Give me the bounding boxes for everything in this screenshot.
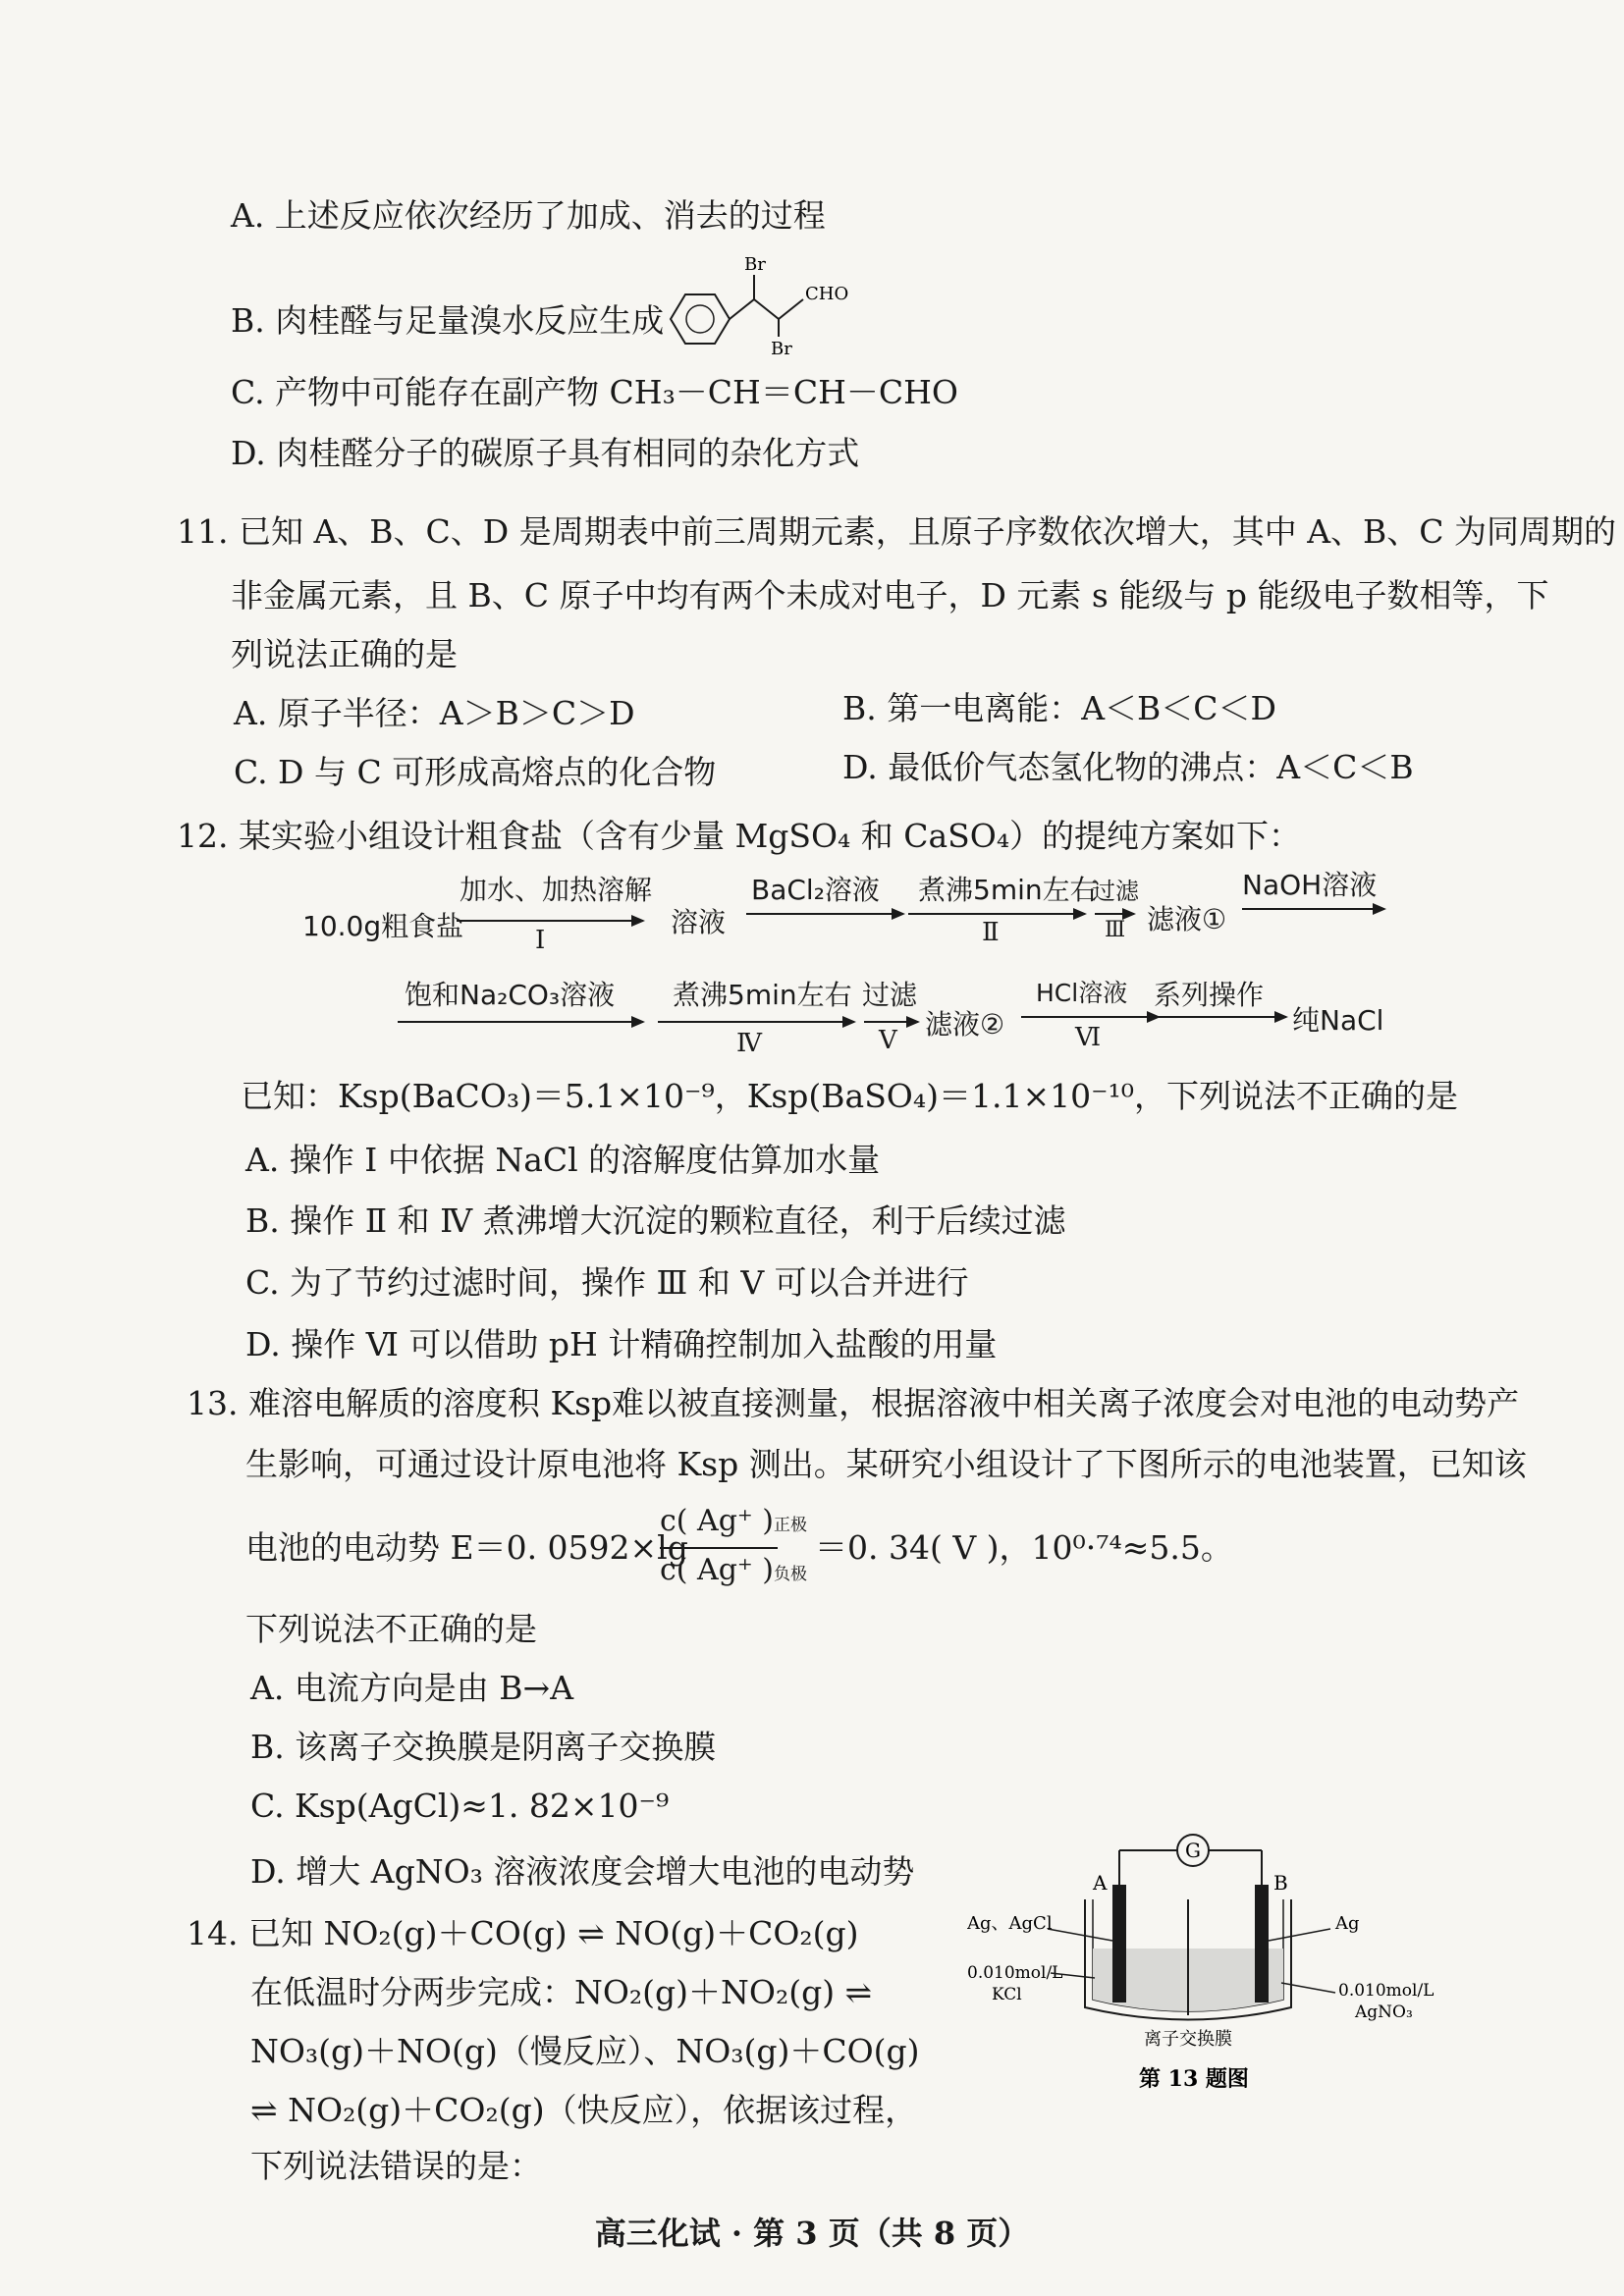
q14-line-1: 14. 已知 NO₂(g)＋CO(g) ⇌ NO(g)＋CO₂(g)	[187, 1914, 859, 1952]
q14-line-4: ⇌ NO₂(g)＋CO₂(g)（快反应），依据该过程，	[250, 2091, 918, 2129]
flow-r1: I	[535, 926, 546, 955]
q10-option-b: B. 肉桂醛与足量溴水反应生成	[231, 301, 665, 340]
q11-stem-3: 列说法正确的是	[231, 635, 458, 673]
flow-arrow-5	[1242, 908, 1384, 910]
flow-node-3: 滤液②	[925, 1008, 1005, 1041]
q14-line-3: NO₃(g)＋NO(g)（慢反应）、NO₃(g)＋CO(g)	[250, 2032, 920, 2070]
flow-r2: Ⅱ	[982, 918, 1000, 947]
q13-fraction	[660, 1502, 807, 1594]
left-solution-name: KCl	[992, 1985, 1022, 2004]
flow-r3: Ⅲ	[1105, 918, 1126, 942]
q13-option-b: B. 该离子交换膜是阴离子交换膜	[250, 1728, 717, 1766]
q13-formula-post: ＝0. 34( V )，10⁰·⁷⁴≈5.5。	[815, 1528, 1233, 1567]
membrane-label: 离子交换膜	[1144, 2029, 1232, 2050]
q12-known: 已知：Ksp(BaCO₃)＝5.1×10⁻⁹，Ksp(BaSO₄)＝1.1×10⁻¹⁰，下列说法不正确的是	[241, 1077, 1458, 1115]
flow-arrow-10	[1149, 1016, 1286, 1018]
flow-arrow-3	[908, 913, 1085, 915]
br-top-label: Br	[744, 254, 766, 275]
right-solution-name: AgNO₃	[1355, 2002, 1413, 2022]
q13-ask: 下列说法不正确的是	[245, 1610, 537, 1648]
q13-formula-pre: 电池的电动势 E＝0. 0592×lg	[245, 1528, 688, 1567]
q13-option-a: A. 电流方向是由 B→A	[250, 1669, 574, 1707]
flow-arrow-7	[658, 1021, 854, 1023]
flow-arrow-4	[1095, 913, 1134, 915]
right-solution-conc: 0.010mol/L	[1338, 1981, 1435, 2001]
flow-op3: 煮沸5min左右	[918, 874, 1098, 906]
q13-stem-1: 13. 难溶电解质的溶度积 Ksp难以被直接测量，根据溶液中相关离子浓度会对电池的电动势产	[187, 1384, 1520, 1422]
q13-numerator: c( Ag⁺ )	[660, 1504, 774, 1538]
flow-arrow-8	[864, 1021, 918, 1023]
flow-node-1: 溶液	[671, 906, 727, 938]
q11-option-b: B. 第一电离能：A＜B＜C＜D	[842, 689, 1277, 727]
cho-label: CHO	[805, 284, 849, 304]
q13-stem-2: 生影响，可通过设计原电池将 Ksp 测出。某研究小组设计了下图所示的电池装置，已知该	[245, 1445, 1527, 1483]
electrode-b-label: B	[1273, 1871, 1288, 1895]
flow-op4: 过滤	[1092, 878, 1139, 905]
dibromo-structure	[656, 250, 852, 358]
flow-node-2: 滤液①	[1147, 903, 1227, 935]
flow-r5: Ⅴ	[879, 1026, 897, 1055]
flow-op8: 过滤	[862, 979, 918, 1011]
left-electrode	[1112, 1885, 1126, 2002]
left-solution-conc: 0.010mol/L	[967, 1963, 1063, 1983]
right-electrode-material: Ag	[1335, 1913, 1360, 1934]
q13-cell-figure	[967, 1831, 1478, 2145]
q11-stem-2: 非金属元素，且 B、C 原子中均有两个未成对电子，D 元素 s 能级与 p 能级电子数相等，下	[231, 576, 1549, 614]
q13-denominator-sub: 负极	[774, 1565, 807, 1584]
q12-option-a: A. 操作 I 中依据 NaCl 的溶解度估算加水量	[245, 1141, 881, 1179]
flow-op2: BaCl₂溶液	[751, 874, 880, 906]
q11-option-a: A. 原子半径：A＞B＞C＞D	[234, 694, 635, 732]
q12-option-c: C. 为了节约过滤时间，操作 Ⅲ 和 Ⅴ 可以合并进行	[245, 1263, 969, 1302]
flow-op5: NaOH溶液	[1242, 869, 1378, 901]
flow-op1: 加水、加热溶解	[460, 874, 653, 906]
flow-op7: 煮沸5min左右	[673, 979, 852, 1011]
electrode-a-label: A	[1093, 1871, 1108, 1895]
flow-arrow-6	[398, 1021, 643, 1023]
flow-r4: Ⅳ	[736, 1029, 762, 1058]
flow-end: 纯NaCl	[1292, 1004, 1384, 1037]
br-bottom-label: Br	[771, 339, 792, 358]
meter-label: G	[1185, 1839, 1201, 1862]
q10-option-d: D. 肉桂醛分子的碳原子具有相同的杂化方式	[231, 434, 860, 472]
q11-option-c: C. D 与 C 可形成高熔点的化合物	[234, 753, 717, 791]
flow-op6: 饱和Na₂CO₃溶液	[405, 979, 616, 1011]
flow-op9: HCl溶液	[1036, 979, 1128, 1007]
flow-arrow-2	[746, 913, 903, 915]
q13-option-c: C. Ksp(AgCl)≈1. 82×10⁻⁹	[250, 1787, 670, 1825]
q13-numerator-sub: 正极	[774, 1516, 807, 1535]
q14-line-2: 在低温时分两步完成：NO₂(g)＋NO₂(g) ⇌	[250, 1973, 873, 2011]
q13-denominator: c( Ag⁺ )	[660, 1553, 774, 1587]
q11-stem-1: 11. 已知 A、B、C、D 是周期表中前三周期元素，且原子序数依次增大，其中 A、B、C 为同周期的	[177, 512, 1617, 551]
right-electrode	[1255, 1885, 1269, 2002]
q12-option-b: B. 操作 Ⅱ 和 Ⅳ 煮沸增大沉淀的颗粒直径，利于后续过滤	[245, 1201, 1066, 1240]
flow-op10: 系列操作	[1154, 979, 1265, 1011]
flow-arrow-1	[457, 920, 643, 922]
figure-caption: 第 13 题图	[1139, 2066, 1249, 2092]
q10-option-c: C. 产物中可能存在副产物 CH₃－CH＝CH－CHO	[231, 373, 958, 411]
q13-option-d: D. 增大 AgNO₃ 溶液浓度会增大电池的电动势	[250, 1852, 915, 1891]
q12-option-d: D. 操作 Ⅵ 可以借助 pH 计精确控制加入盐酸的用量	[245, 1325, 998, 1363]
q10-option-a: A. 上述反应依次经历了加成、消去的过程	[231, 196, 826, 235]
flow-start: 10.0g粗食盐	[302, 910, 464, 942]
flow-arrow-9	[1021, 1016, 1159, 1018]
flow-r6: Ⅵ	[1075, 1023, 1102, 1052]
page-footer: 高三化试 · 第 3 页（共 8 页）	[594, 2215, 1030, 2252]
q11-option-d: D. 最低价气态氢化物的沸点：A＜C＜B	[842, 748, 1414, 786]
q12-stem: 12. 某实验小组设计粗食盐（含有少量 MgSO₄ 和 CaSO₄）的提纯方案如下：	[177, 817, 1302, 855]
left-electrode-material: Ag、AgCl	[967, 1913, 1053, 1934]
q14-line-5: 下列说法错误的是：	[250, 2147, 542, 2185]
